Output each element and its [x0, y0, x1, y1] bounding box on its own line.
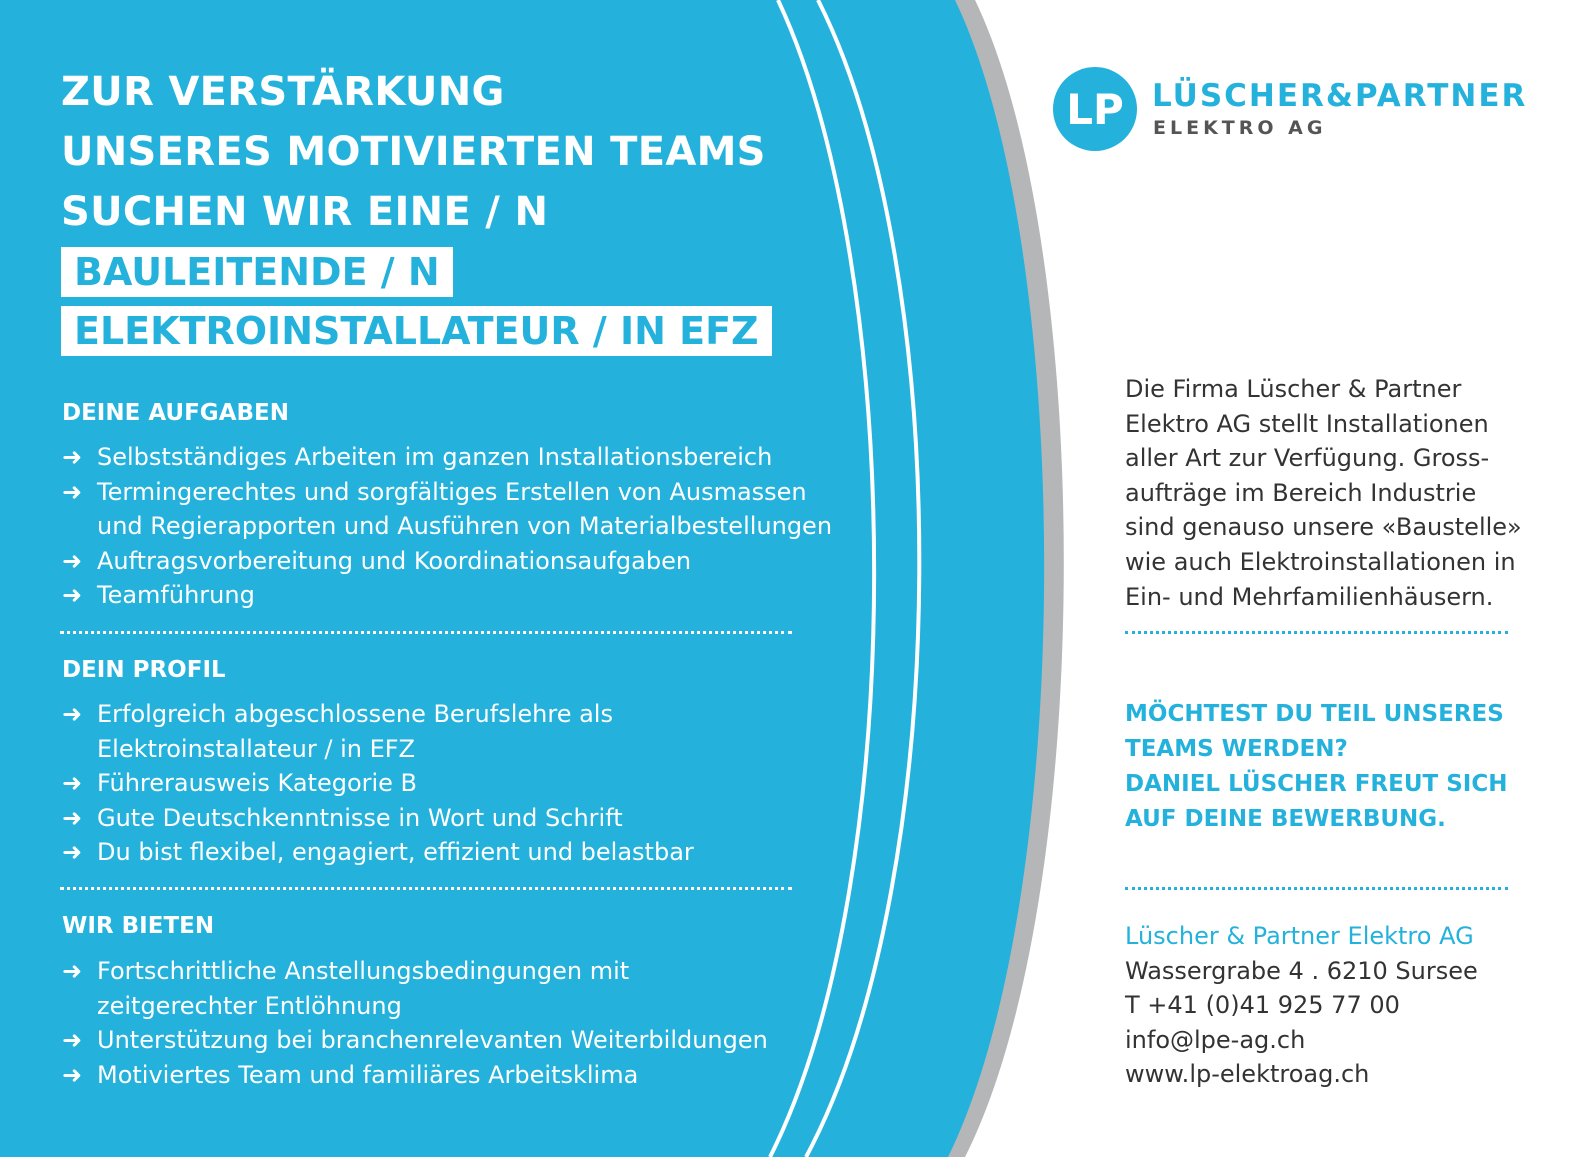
- job-title-line-2: ELEKTROINSTALLATEUR / IN EFZ: [61, 306, 772, 356]
- arrow-right-icon: ➜: [62, 546, 83, 575]
- logo-monogram: LP: [1066, 85, 1124, 134]
- list-item: ➜ Du bist flexibel, engagiert, effizient und belastbar: [62, 835, 694, 870]
- contact-block: [1125, 919, 1478, 1092]
- list-item: ➜ Selbstständiges Arbeiten im ganzen Installationsbereich: [62, 440, 832, 475]
- profile-list: [62, 697, 694, 870]
- arrow-right-icon: ➜: [62, 838, 83, 867]
- arrow-right-icon: ➜: [62, 700, 83, 728]
- arrow-right-icon: ➜: [62, 477, 83, 506]
- arrow-right-icon: ➜: [62, 957, 83, 985]
- company-logo: [1053, 67, 1137, 151]
- list-item: ➜ Unterstützung bei branchenrelevanten Weiterbildungen: [62, 1023, 768, 1058]
- contact-company: Lüscher & Partner Elektro AG: [1125, 922, 1474, 950]
- list-item: ➜ Teamführung: [62, 578, 832, 613]
- logo-company-name: LÜSCHER&PARTNER: [1152, 78, 1528, 114]
- divider: [60, 887, 792, 890]
- section-title-tasks: DEINE AUFGABEN: [62, 400, 289, 426]
- list-item: ➜ Gute Deutschkenntnisse in Wort und Schrift: [62, 801, 694, 836]
- headline-line: UNSERES MOTIVIERTEN TEAMS: [61, 129, 766, 175]
- divider: [1125, 887, 1508, 890]
- arrow-right-icon: ➜: [62, 803, 83, 832]
- contact-phone: T +41 (0)41 925 77 00: [1125, 991, 1400, 1020]
- arrow-right-icon: ➜: [62, 443, 83, 471]
- headline: [61, 62, 766, 242]
- logo-company-sub: ELEKTRO AG: [1153, 117, 1327, 139]
- arrow-right-icon: ➜: [62, 769, 83, 798]
- offer-list: [62, 954, 768, 1092]
- call-to-action: MÖCHTEST DU TEIL UNSERES TEAMS WERDEN? DANIEL LÜSCHER FREUT SICH AUF DEINE BEWERBUNG.: [1125, 701, 1508, 832]
- headline-line: ZUR VERSTÄRKUNG: [61, 69, 505, 115]
- list-item: ➜ Erfolgreich abgeschlossene Berufslehre als Elektroinstallateur / in EFZ: [62, 697, 694, 766]
- list-item: ➜ Motiviertes Team und familiäres Arbeitsklima: [62, 1058, 768, 1093]
- arrow-right-icon: ➜: [62, 581, 83, 610]
- section-title-profile: DEIN PROFIL: [62, 657, 226, 683]
- list-item: ➜ Auftragsvorbereitung und Koordinationsaufgaben: [62, 544, 832, 579]
- contact-website[interactable]: www.lp-elektroag.ch: [1125, 1060, 1370, 1089]
- tasks-list: [62, 440, 832, 613]
- list-item: ➜ Führerausweis Kategorie B: [62, 766, 694, 801]
- about-text: Die Firma Lüscher & Partner Elektro AG stellt Installationen aller Art zur Verfügung. Gross- aufträge im Bereich Industrie sind genauso unsere «Baustelle» wie auch Elektroinstallationen in Ein- und Mehrfamilienhäusern.: [1125, 375, 1522, 611]
- contact-address: Wassergrabe 4 . 6210 Sursee: [1125, 956, 1478, 985]
- job-title-line-1: BAULEITENDE / N: [61, 247, 453, 297]
- arrow-right-icon: ➜: [62, 1060, 83, 1089]
- section-title-offer: WIR BIETEN: [62, 913, 215, 939]
- divider: [60, 631, 792, 634]
- list-item: ➜ Termingerechtes und sorgfältiges Erstellen von Ausmassen und Regierapporten und Ausführen von Materialbestellungen: [62, 475, 832, 544]
- divider: [1125, 631, 1508, 634]
- contact-email[interactable]: info@lpe-ag.ch: [1125, 1025, 1306, 1054]
- list-item: ➜ Fortschrittliche Anstellungsbedingungen mit zeitgerechter Entlöhnung: [62, 954, 768, 1023]
- logo-mark-icon: [1053, 67, 1137, 151]
- arrow-right-icon: ➜: [62, 1026, 83, 1055]
- headline-line: SUCHEN WIR EINE / N: [61, 189, 549, 235]
